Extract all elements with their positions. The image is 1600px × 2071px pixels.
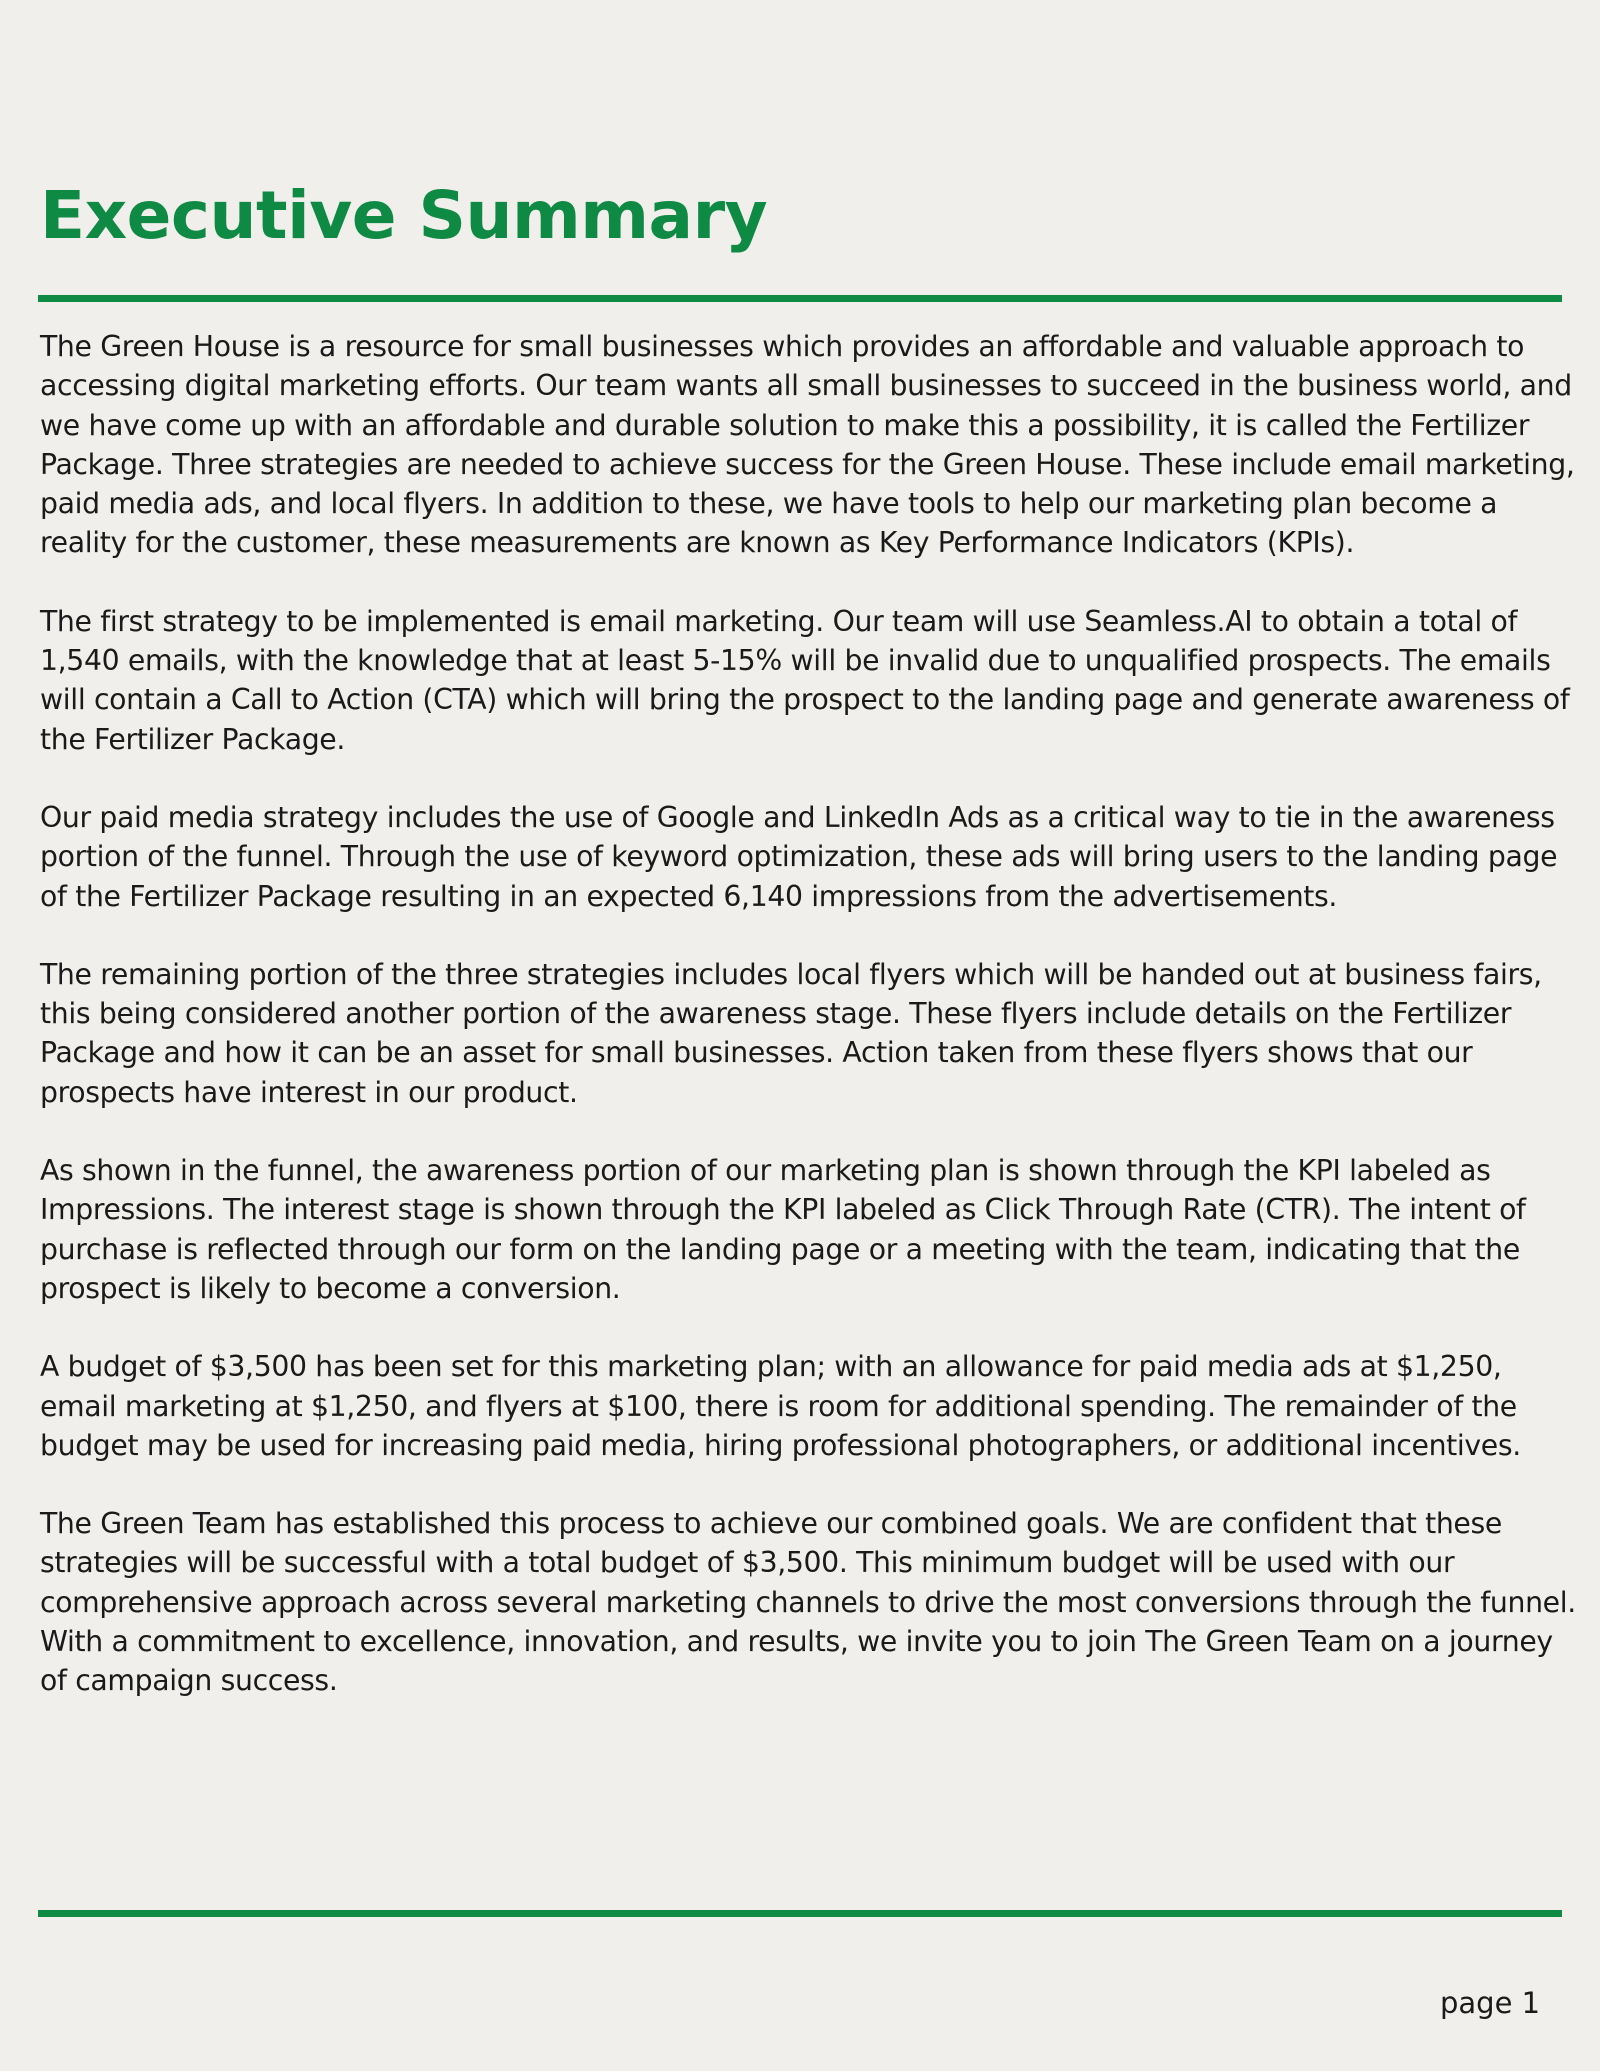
summary-body: [40, 327, 1580, 1740]
top-divider: [38, 295, 1562, 302]
paragraph-intro: The Green House is a resource for small businesses which provides an affordable and valuable approach to accessing digital marketing efforts. Our team wants all small businesses to succeed in the business world, and we have come up with an affordable and durable solution to make this a possibility, it is called the Fertilizer Package. Three strategies are needed to achieve success for the Green House. These include email marketing, paid media ads, and local flyers. In addition to these, we have tools to help our marketing plan become a reality for the customer, these measurements are known as Key Performance Indicators (KPIs).: [40, 330, 1575, 560]
bottom-divider: [38, 1910, 1562, 1917]
paragraph-budget: A budget of $3,500 has been set for this marketing plan; with an allowance for paid media ads at $1,250, email marketing at $1,250, and flyers at $100, there is room for additional spending. The remainder of the budget may be used for increasing paid media, hiring professional photographers, or additional incentives.: [40, 1350, 1521, 1462]
paragraph-paid-media: Our paid media strategy includes the use of Google and LinkedIn Ads as a critical way to tie in the awareness portion of the funnel. Through the use of keyword optimization, these ads will bring users to the landing page of the Fertilizer Package resulting in an expected 6,140 impressions from the advertisements.: [40, 800, 1558, 913]
paragraph-email-marketing: The first strategy to be implemented is email marketing. Our team will use Seamless.AI to obtain a total of 1,540 emails, with the knowledge that at least 5-15% will be invalid due to unqualified prospects. The emails will contain a Call to Action (CTA) which will bring the prospect to the landing page and generate awareness of the Fertilizer Package.: [40, 604, 1570, 756]
page-title: Executive Summary: [40, 177, 768, 254]
paragraph-funnel-kpis: As shown in the funnel, the awareness portion of our marketing plan is shown through the KPI labeled as Impressions. The interest stage is shown through the KPI labeled as Click Through Rate (CTR). The intent of purchase is reflected through our form on the landing page or a meeting with the team, indicating that the prospect is likely to become a conversion.: [40, 1154, 1526, 1305]
paragraph-local-flyers: The remaining portion of the three strategies includes local flyers which will be handed out at business fairs, this being considered another portion of the awareness stage. These flyers include details on the Fertilizer Package and how it can be an asset for small businesses. Action taken from these flyers shows that our prospects have interest in our product.: [40, 957, 1542, 1109]
page-number: page 1: [1440, 1986, 1541, 2020]
paragraph-conclusion: The Green Team has established this process to achieve our combined goals. We are confident that these strategies will be successful with a total budget of $3,500. This minimum budget will be used with our comprehensive approach across several marketing channels to drive the most conversions through the funnel. With a commitment to excellence, innovation, and results, we invite you to join The Green Team on a journey of campaign success.: [40, 1507, 1576, 1698]
